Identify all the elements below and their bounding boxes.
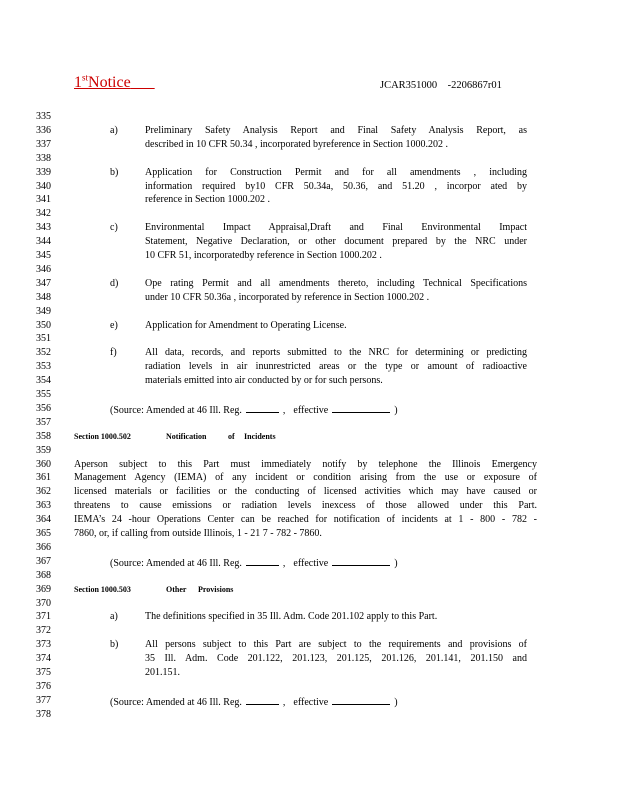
line-number: 364 — [36, 514, 51, 526]
source-close: ) — [394, 557, 398, 569]
line-number: 373 — [36, 639, 51, 651]
list-item-text: All data, records, and reports submitted to the NRC for determining or predicting — [145, 347, 527, 359]
blank-date — [332, 556, 390, 566]
source-close: ) — [394, 404, 398, 416]
list-item-text: described in 10 CFR 50.34 , incorporated byreference in Section 1000.202 . — [145, 138, 448, 150]
line-number: 354 — [36, 375, 51, 387]
line-number: 355 — [36, 389, 51, 400]
line-number: 348 — [36, 291, 51, 303]
blank-date — [332, 695, 390, 705]
notice-number: 1 — [74, 74, 82, 91]
line-number: 337 — [36, 138, 51, 150]
source-effective: effective — [293, 404, 329, 416]
line-number: 367 — [36, 555, 51, 567]
list-item-letter: a) — [110, 611, 118, 623]
list-item-letter: b) — [110, 166, 119, 178]
line-number: 345 — [36, 250, 51, 261]
source-comma: , — [282, 696, 286, 708]
line-number: 363 — [36, 500, 51, 512]
line-number: 346 — [36, 263, 51, 275]
line-number: 350 — [36, 319, 51, 331]
line-number: 374 — [36, 653, 51, 665]
list-item-text: Environmental Impact Appraisal,Draft and Final Environmental Impact — [145, 222, 527, 234]
blank-date — [332, 403, 390, 413]
source-note — [110, 695, 398, 709]
list-item-letter: b) — [110, 639, 119, 651]
line-number: 335 — [36, 111, 51, 122]
list-item-text: under 10 CFR 50.36a , incorporated by reference in Section 1000.202 . — [145, 291, 430, 303]
line-number: 358 — [36, 430, 51, 442]
line-number: 351 — [36, 333, 51, 345]
line-number: 343 — [36, 222, 51, 234]
list-item-text: reference in Section 1000.202 . — [145, 194, 270, 206]
line-number: 377 — [36, 694, 51, 706]
source-effective: effective — [293, 696, 329, 708]
notice-heading — [74, 74, 155, 92]
paragraph-line: threatens to cause emissions or radiation levels inexcess of those allowed under this Part. — [74, 500, 537, 512]
source-label: (Source: Amended at 46 Ill. Reg. — [110, 557, 242, 569]
section-title-subject: Provisions — [198, 584, 234, 594]
list-item-text: 201.151. — [145, 667, 180, 678]
line-number: 360 — [36, 458, 51, 470]
line-number: 366 — [36, 541, 51, 553]
line-number: 368 — [36, 569, 51, 581]
line-number: 339 — [36, 166, 51, 178]
source-close: ) — [394, 696, 398, 708]
list-item-text: Statement, Negative Declaration, or other document prepared by the NRC under — [145, 236, 527, 248]
line-number: 357 — [36, 416, 51, 428]
source-note — [110, 403, 398, 417]
list-item-text: 10 CFR 51, incorporatedby reference in Section 1000.202 . — [145, 250, 382, 261]
line-number: 362 — [36, 486, 51, 498]
line-number: 378 — [36, 708, 51, 720]
paragraph-line: 7860, or, if calling from outside Illinois, 1 - 21 7 - 782 - 7860. — [74, 528, 322, 539]
line-number: 361 — [36, 472, 51, 484]
section-number: Section 1000.502 — [74, 431, 131, 441]
list-item-text: information required by10 CFR 50.34a, 50.36, and 51.20 , incorpor ated by — [145, 180, 527, 192]
line-number: 342 — [36, 208, 51, 220]
section-title: Other — [166, 584, 187, 594]
line-number: 341 — [36, 194, 51, 206]
source-label: (Source: Amended at 46 Ill. Reg. — [110, 696, 242, 708]
list-item-text: Ope rating Permit and all amendments thereto, including Technical Specifications — [145, 277, 527, 289]
blank-volume — [246, 695, 279, 705]
list-item-text: 35 Ill. Adm. Code 201.122, 201.123, 201.125, 201.126, 201.141, 201.150 and — [145, 653, 527, 665]
list-item-text: All persons subject to this Part are subject to the requirements and provisions of — [145, 639, 527, 651]
line-number: 376 — [36, 680, 51, 692]
line-number: 356 — [36, 402, 51, 414]
line-number: 372 — [36, 625, 51, 637]
list-item-letter: e) — [110, 319, 118, 331]
paragraph-line: licensed materials or facilities or the conducting of licensed activities which may have caused or — [74, 486, 537, 498]
line-number: 371 — [36, 611, 51, 623]
list-item-text: materials emitted into air conducted by or for such persons. — [145, 375, 383, 387]
list-item-letter: d) — [110, 277, 119, 289]
source-comma: , — [282, 404, 286, 416]
paragraph-line: Aperson subject to this Part must immediately notify by telephone the Illinois Emergency — [74, 458, 537, 470]
paragraph-line: Management Agency (IEMA) of any incident or condition arising from the use or exposure of — [74, 472, 537, 484]
list-item-text: Application for Amendment to Operating License. — [145, 319, 347, 331]
section-title: Notification — [166, 431, 207, 441]
blank-volume — [246, 556, 279, 566]
document-id: JCAR351000 -2206867r01 — [380, 80, 502, 91]
list-item-text: Application for Construction Permit and for all amendments , including — [145, 166, 527, 178]
line-number: 336 — [36, 124, 51, 136]
line-number: 338 — [36, 152, 51, 164]
list-item-letter: c) — [110, 222, 118, 234]
line-number: 344 — [36, 236, 51, 248]
source-note — [110, 556, 398, 570]
line-number: 352 — [36, 347, 51, 359]
line-number: 340 — [36, 180, 51, 192]
notice-ordinal-suffix: st — [82, 72, 89, 83]
line-number: 347 — [36, 277, 51, 289]
list-item-text: radiation levels in air inunrestricted areas or the type or amount of radioactive — [145, 361, 527, 373]
line-number: 370 — [36, 597, 51, 609]
section-number: Section 1000.503 — [74, 584, 131, 594]
list-item-letter: a) — [110, 124, 118, 136]
line-number: 365 — [36, 528, 51, 539]
source-label: (Source: Amended at 46 Ill. Reg. — [110, 404, 242, 416]
line-number: 353 — [36, 361, 51, 373]
list-item-text: The definitions specified in 35 Ill. Adm. Code 201.102 apply to this Part. — [145, 611, 438, 623]
line-number: 375 — [36, 667, 51, 678]
line-number: 359 — [36, 444, 51, 456]
blank-volume — [246, 403, 279, 413]
list-item-text: Preliminary Safety Analysis Report and Final Safety Analysis Report, as — [145, 124, 527, 136]
section-title-of: of — [228, 431, 235, 441]
notice-word: Notice — [88, 74, 131, 91]
line-number: 349 — [36, 305, 51, 317]
section-title-subject: Incidents — [244, 431, 276, 441]
line-number: 369 — [36, 583, 51, 595]
source-comma: , — [282, 557, 286, 569]
paragraph-line: IEMA’s 24 -hour Operations Center can be reached for notification of incidents at 1 - 800 - 782 - — [74, 514, 537, 526]
list-item-letter: f) — [110, 347, 117, 359]
source-effective: effective — [293, 557, 329, 569]
